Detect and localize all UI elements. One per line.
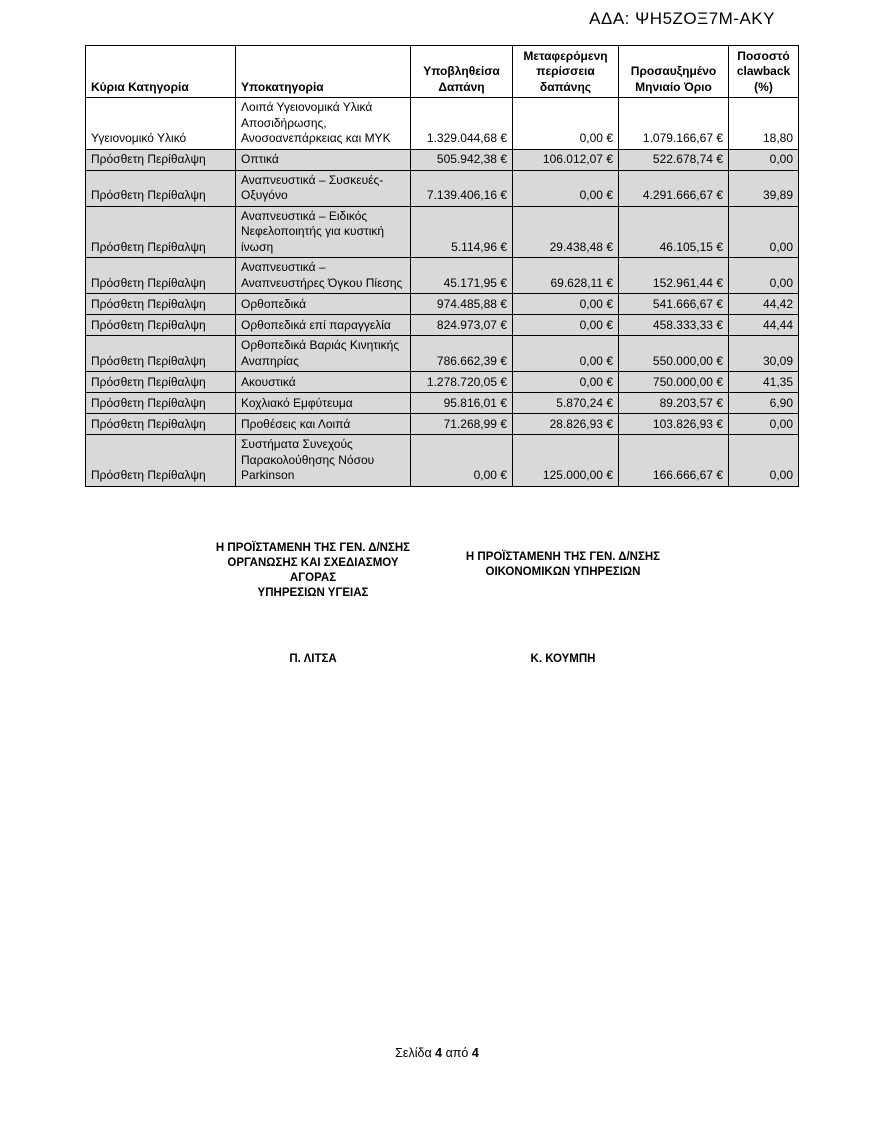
cell-clawback-pct: 0,00	[729, 206, 799, 258]
cell-clawback-pct: 0,00	[729, 258, 799, 294]
table-row	[86, 414, 799, 435]
signature-title-left-line2: ΟΡΓΑΝΩΣΗΣ ΚΑΙ ΣΧΕΔΙΑΣΜΟΥ ΑΓΟΡΑΣ	[227, 557, 399, 584]
cell-clawback-pct: 44,44	[729, 315, 799, 336]
table-row	[86, 149, 799, 170]
cell-monthly-limit: 46.105,15 €	[619, 206, 729, 258]
page-footer	[0, 1046, 874, 1060]
column-header-carryover: Μεταφερόμενη περίσσεια δαπάνης	[513, 46, 619, 98]
table-row	[86, 435, 799, 487]
cell-monthly-limit: 522.678,74 €	[619, 149, 729, 170]
cell-monthly-limit: 1.079.166,67 €	[619, 98, 729, 150]
cell-carryover: 0,00 €	[513, 372, 619, 393]
cell-submitted-spend: 974.485,88 €	[411, 294, 513, 315]
cell-main-category: Πρόσθετη Περίθαλψη	[86, 258, 236, 294]
cell-clawback-pct: 0,00	[729, 149, 799, 170]
table-row	[86, 170, 799, 206]
ada-code-header: ΑΔΑ: ΨΗ5ΖΟΞ7Μ-ΑΚΥ	[589, 9, 775, 28]
clawback-table	[85, 45, 799, 487]
cell-main-category: Πρόσθετη Περίθαλψη	[86, 336, 236, 372]
cell-carryover: 29.438,48 €	[513, 206, 619, 258]
cell-subcategory: Κοχλιακό Εμφύτευμα	[236, 393, 411, 414]
cell-carryover: 125.000,00 €	[513, 435, 619, 487]
cell-subcategory: Συστήματα Συνεχούς Παρακολούθησης Νόσου Parkinson	[236, 435, 411, 487]
cell-carryover: 0,00 €	[513, 315, 619, 336]
cell-submitted-spend: 95.816,01 €	[411, 393, 513, 414]
cell-main-category: Πρόσθετη Περίθαλψη	[86, 170, 236, 206]
table-row	[86, 294, 799, 315]
table-body	[86, 98, 799, 487]
cell-submitted-spend: 786.662,39 €	[411, 336, 513, 372]
cell-carryover: 106.012,07 €	[513, 149, 619, 170]
cell-clawback-pct: 44,42	[729, 294, 799, 315]
cell-submitted-spend: 7.139.406,16 €	[411, 170, 513, 206]
cell-subcategory: Ακουστικά	[236, 372, 411, 393]
cell-subcategory: Αναπνευστικά – Αναπνευστήρες Όγκου Πίεσης	[236, 258, 411, 294]
cell-main-category: Πρόσθετη Περίθαλψη	[86, 294, 236, 315]
column-header-submitted-spend: Υποβληθείσα Δαπάνη	[411, 46, 513, 98]
cell-carryover: 69.628,11 €	[513, 258, 619, 294]
cell-monthly-limit: 458.333,33 €	[619, 315, 729, 336]
table-row	[86, 206, 799, 258]
table-header	[86, 46, 799, 98]
cell-carryover: 5.870,24 €	[513, 393, 619, 414]
cell-monthly-limit: 89.203,57 €	[619, 393, 729, 414]
cell-submitted-spend: 1.278.720,05 €	[411, 372, 513, 393]
table-row	[86, 372, 799, 393]
signature-title-left	[213, 541, 413, 601]
cell-main-category: Πρόσθετη Περίθαλψη	[86, 206, 236, 258]
table-row	[86, 393, 799, 414]
cell-submitted-spend: 1.329.044,68 €	[411, 98, 513, 150]
cell-subcategory: Αναπνευστικά – Συσκευές-Οξυγόνο	[236, 170, 411, 206]
cell-carryover: 0,00 €	[513, 336, 619, 372]
cell-subcategory: Ορθοπεδικά Βαριάς Κινητικής Αναπηρίας	[236, 336, 411, 372]
cell-submitted-spend: 45.171,95 €	[411, 258, 513, 294]
cell-submitted-spend: 71.268,99 €	[411, 414, 513, 435]
cell-subcategory: Ορθοπεδικά επί παραγγελία	[236, 315, 411, 336]
signature-title-right	[463, 550, 663, 580]
column-header-main-category: Κύρια Κατηγορία	[86, 46, 236, 98]
column-header-clawback-pct: Ποσοστό clawback (%)	[729, 46, 799, 98]
cell-main-category: Πρόσθετη Περίθαλψη	[86, 372, 236, 393]
footer-total-pages: 4	[471, 1046, 479, 1060]
footer-of-label: από	[442, 1046, 472, 1060]
cell-submitted-spend: 824.973,07 €	[411, 315, 513, 336]
footer-page-label: Σελίδα	[395, 1046, 436, 1060]
footer-page-number: 4	[435, 1046, 443, 1060]
table-row	[86, 258, 799, 294]
cell-monthly-limit: 166.666,67 €	[619, 435, 729, 487]
cell-carryover: 0,00 €	[513, 98, 619, 150]
signature-title-right-line1: Η ΠΡΟΪΣΤΑΜΕΝΗ ΤΗΣ ΓΕΝ. Δ/ΝΣΗΣ	[465, 551, 661, 563]
table-row	[86, 315, 799, 336]
cell-subcategory: Ορθοπεδικά	[236, 294, 411, 315]
signature-title-left-line1: Η ΠΡΟΪΣΤΑΜΕΝΗ ΤΗΣ ΓΕΝ. Δ/ΝΣΗΣ	[215, 542, 411, 554]
cell-clawback-pct: 0,00	[729, 414, 799, 435]
signature-title-left-line3: ΥΠΗΡΕΣΙΩΝ ΥΓΕΙΑΣ	[257, 587, 369, 599]
cell-carryover: 0,00 €	[513, 294, 619, 315]
cell-carryover: 0,00 €	[513, 170, 619, 206]
column-header-subcategory: Υποκατηγορία	[236, 46, 411, 98]
cell-submitted-spend: 505.942,38 €	[411, 149, 513, 170]
cell-clawback-pct: 39,89	[729, 170, 799, 206]
cell-monthly-limit: 750.000,00 €	[619, 372, 729, 393]
cell-clawback-pct: 41,35	[729, 372, 799, 393]
cell-clawback-pct: 18,80	[729, 98, 799, 150]
cell-main-category: Πρόσθετη Περίθαλψη	[86, 435, 236, 487]
cell-clawback-pct: 6,90	[729, 393, 799, 414]
cell-monthly-limit: 541.666,67 €	[619, 294, 729, 315]
cell-clawback-pct: 30,09	[729, 336, 799, 372]
cell-monthly-limit: 152.961,44 €	[619, 258, 729, 294]
signature-title-right-line2: ΟΙΚΟΝΟΜΙΚΩΝ ΥΠΗΡΕΣΙΩΝ	[485, 566, 641, 578]
cell-submitted-spend: 0,00 €	[411, 435, 513, 487]
cell-main-category: Υγειονομικό Υλικό	[86, 98, 236, 150]
cell-subcategory: Λοιπά Υγειονομικά Υλικά Αποσιδήρωσης, Ανοσοανεπάρκειας και ΜΥΚ	[236, 98, 411, 150]
cell-subcategory: Προθέσεις και Λοιπά	[236, 414, 411, 435]
cell-monthly-limit: 103.826,93 €	[619, 414, 729, 435]
signatory-name-right: Κ. ΚΟΥΜΠΗ	[530, 653, 596, 665]
cell-main-category: Πρόσθετη Περίθαλψη	[86, 414, 236, 435]
column-header-monthly-limit: Προσαυξημένο Μηνιαίο Όριο	[619, 46, 729, 98]
cell-subcategory: Οπτικά	[236, 149, 411, 170]
cell-main-category: Πρόσθετη Περίθαλψη	[86, 393, 236, 414]
cell-clawback-pct: 0,00	[729, 435, 799, 487]
header-row	[86, 46, 799, 98]
cell-monthly-limit: 550.000,00 €	[619, 336, 729, 372]
cell-main-category: Πρόσθετη Περίθαλψη	[86, 315, 236, 336]
table-row	[86, 336, 799, 372]
table-container	[85, 45, 799, 487]
cell-subcategory: Αναπνευστικά – Ειδικός Νεφελοποιητής για κυστική ίνωση	[236, 206, 411, 258]
cell-carryover: 28.826,93 €	[513, 414, 619, 435]
signatory-name-left: Π. ΛΙΤΣΑ	[289, 653, 337, 665]
cell-submitted-spend: 5.114,96 €	[411, 206, 513, 258]
cell-monthly-limit: 4.291.666,67 €	[619, 170, 729, 206]
cell-main-category: Πρόσθετη Περίθαλψη	[86, 149, 236, 170]
table-row	[86, 98, 799, 150]
